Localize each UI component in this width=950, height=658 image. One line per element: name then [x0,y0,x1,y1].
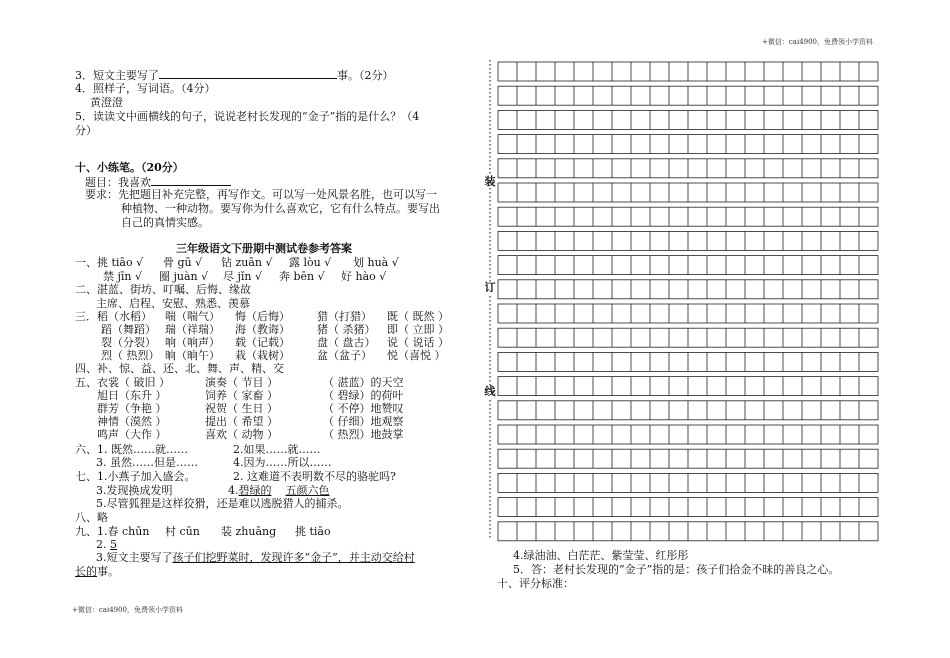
question-4-example: 黄澄澄 [90,96,123,109]
answer-blank [159,68,337,79]
answer-s9-line1: 九、1.春 chūn 村 cūn 装 zhuāng 挑 tiāo [75,525,331,538]
answer-s6-line2: 3. 虽然……但是…… 4.因为……所以…… [96,456,332,469]
answer-s5-row1: 五、衣裳（ 破旧 ） 演奏（ 节目 ） （ 湛蓝）的天空 [75,376,404,389]
answer-s5-row4: 神情（漠然 ） 提出（ 希望 ） （ 仔细）地观察 [97,415,404,428]
answer-s5-row3: 群芳（争艳 ） 祝贺（ 生日 ） （ 不停）地赞叹 [97,402,404,415]
binding-line [484,60,496,540]
question-3: 3．短文主要写了 事。（2分） [75,69,394,82]
answer-r4: 4.绿油油、白茫茫、紫莹莹、红彤彤 [513,549,689,562]
answer-s2-line2: 主席、启程、安慰、熟悉、羡慕 [96,297,250,310]
answer-s1-line1: 一、挑 tiāo √ 骨 gū √ 钻 zuān √ 露 lòu √ 划 huà √ [75,256,399,269]
question-5: 5．读读文中画横线的句子，说说老村长发现的“金子”指的是什么？（4 [75,110,420,123]
answer-r5: 5．答：老村长发现的“金子”指的是：孩子们拾金不昧的善良之心。 [513,563,840,576]
answer-s2-line1: 二、湛蓝、街坊、叮嘱、后悔、缘故 [75,283,251,296]
answer-s8: 八、略 [75,511,108,524]
answer-s6-line1: 六、1. 既然……就…… 2.如果……就…… [75,443,321,456]
writing-req-2: 种植物、一种动物。要写你为什么喜欢它，它有什么特点。要写出 [121,202,440,215]
answers-title: 三年级语文下册期中测试卷参考答案 [176,242,352,255]
answer-s3-row2: 蹈（舞蹈） 瑞（祥瑞） 海（教诲） 猪（ 杀猪） 即（ 立即 ） [101,323,449,336]
writing-req-3: 自己的真情实感。 [121,216,209,229]
answer-s9-line4: 长的事。 [75,565,119,578]
binding-char-1: 装 [484,175,496,188]
question-4: 4．照样子，写词语。（4分） [75,82,216,95]
writing-topic: 题目：我喜欢 [85,175,231,190]
answer-s3-row3: 裂（分裂） 响（响声） 载（记载） 盘（ 盘古） 说（ 说话 ） [101,336,449,349]
answer-s5-row5: 鸣声（大作 ） 喜欢（ 动物 ） （ 热烈）地鼓掌 [97,428,404,441]
question-5-end: 分） [75,124,97,137]
writing-req-1: 要求：先把题目补充完整，再写作文。可以写一处风景名胜，也可以写一 [85,188,437,201]
answer-s9-line3: 3.短文主要写了孩子们挖野菜时，发现许多“金子”，并主动交给村 [96,551,415,564]
answer-s4: 四、补、惊、益、还、北、舞、声、精、交 [75,362,284,375]
composition-grid [497,60,880,544]
answer-r10: 十、评分标准： [497,577,574,590]
answer-s7-line1: 七、1.小燕子加入盛会。 2. 这难道不表明数不尽的骆驼吗? [75,470,396,483]
binding-char-3: 线 [484,385,496,398]
answer-s3-row1: 三．稻（水稻） 喘（喘气） 悔（后悔） 猎（打猎） 既（ 既然 ） [75,310,449,323]
watermark-bottom: +微信：cai4900，免费领小学资料 [72,606,184,614]
answer-s7-line2: 3.发现换成发明 4.碧绿的 五颜六色 [96,484,330,497]
writing-title: 十、小练笔。（20分） [75,161,184,174]
answer-s7-line3: 5.尽管狐狸是这样狡猾，还是难以逃脱猎人的捕杀。 [96,497,349,510]
answer-s9-line2: 2. 5 [96,538,117,551]
watermark-top: +微信：cai4900，免费领小学资料 [762,38,874,46]
answer-s3-row4: 烈（ 热烈） 晌（晌午） 栽（栽树） 盆（盆子） 悦（喜悦 ） [101,349,446,362]
topic-blank [151,175,231,186]
answer-s5-row2: 旭日（东升 ） 饲养（ 家畜 ） （ 碧绿）的荷叶 [97,389,404,402]
binding-char-2: 订 [484,281,496,294]
answer-s1-line2: 禁 jīn √ 圈 juàn √ 尽 jǐn √ 奔 bēn √ 好 hào √ [103,270,387,283]
